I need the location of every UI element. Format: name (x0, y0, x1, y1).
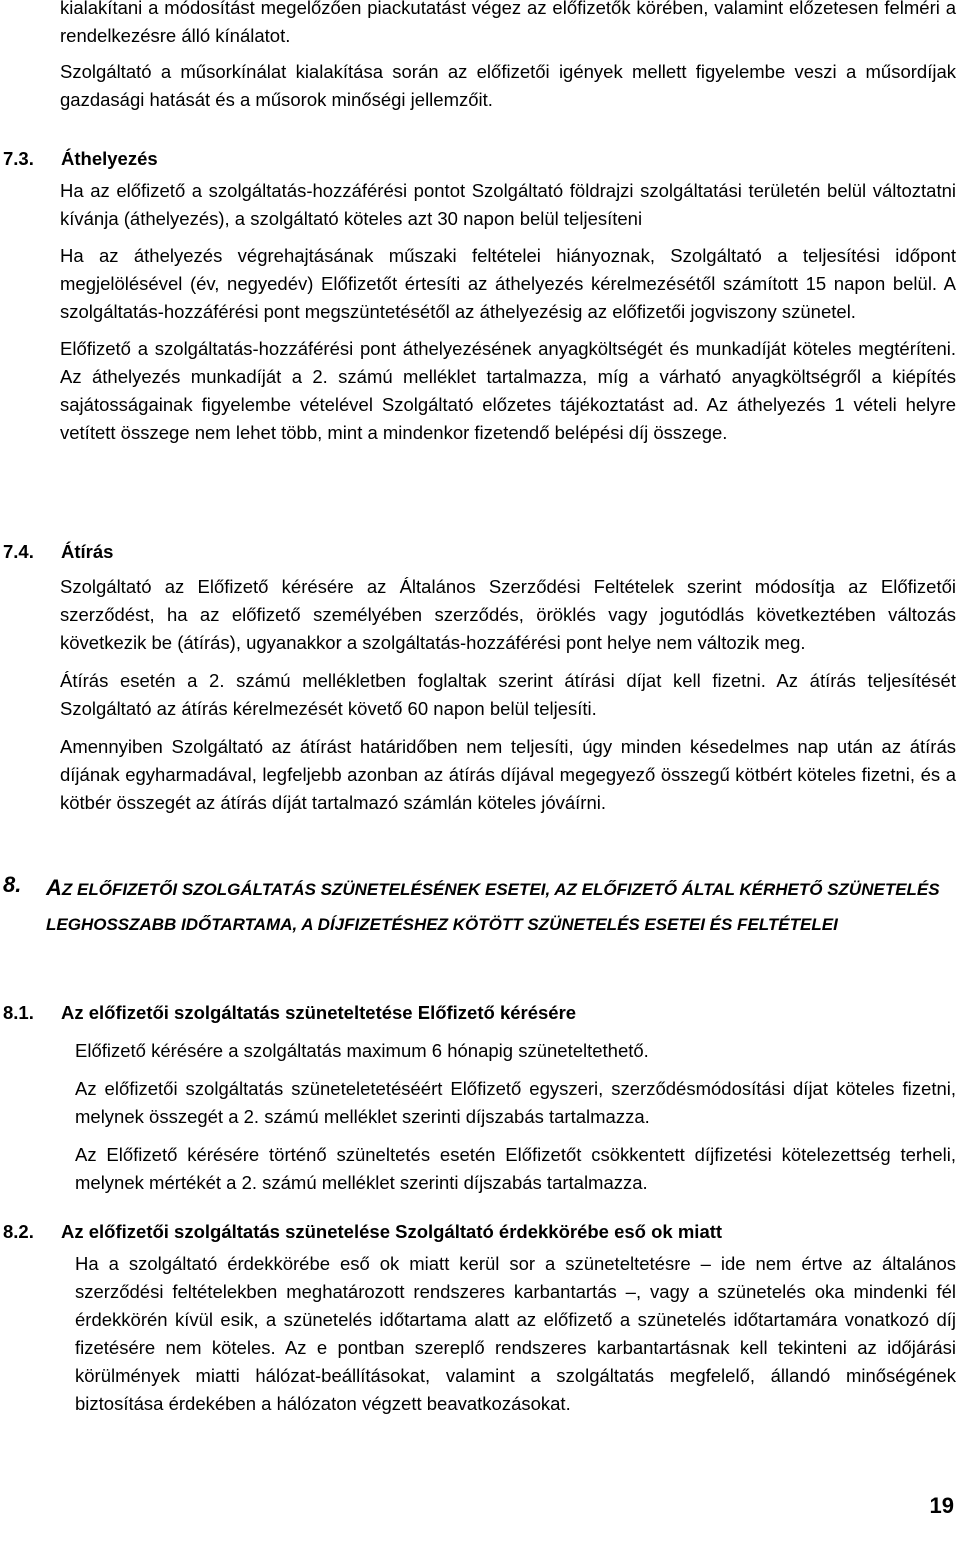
section-7-4-paragraph-3: Amennyiben Szolgáltató az átírást határidőben nem teljesíti, úgy minden késedelmes nap után az átírás díjának egyharmadával, legfeljebb azonban az átírás díjával megegyező összegű kötbért köteles fizetni, és a kötbér összegét az átírás díját tartalmazó számlán köteles jóváírni. (60, 736, 956, 813)
intro-section (60, 0, 956, 114)
section-8-1-body (75, 1037, 956, 1197)
intro-paragraph-2: Szolgáltató a műsorkínálat kialakítása során az előfizetői igények mellett figyelembe veszi a műsordíjak gazdasági hatását és a műsorok minőségi jellemzőit. (60, 61, 956, 110)
section-8-2-paragraph-1: Ha a szolgáltató érdekkörébe eső ok miatt kerül sor a szüneteltetésre – ide nem értve az általános szerződési feltételekben meghatározott rendszeres karbantartás –, vagy a szünetelés oka mindenki fél érdekkörén kívül esik, a szünetelés időtartama alatt az előfizető a szünetelés időtartamára vonatkozó díj fizetésére nem köteles. Az e pontban szereplő rendszeres karbantartásnak kell tekinteni az időjárási körülmények miatti hálózat-beállításokat, valamint a szolgáltatás megfelelő, állandó minőségének biztosítása érdekében a hálózaton végzett beavatkozásokat. (75, 1253, 956, 1414)
section-7-4-paragraph-1: Szolgáltató az Előfizető kérésére az Általános Szerződési Feltételek szerint módosítja az Előfizetői szerződést, ha az előfizető személyében szerződés, öröklés vagy jogutódlás következtében változás következik be (átírás), ugyanakkor a szolgáltatás-hozzáférési pont helye nem változik meg. (60, 576, 956, 653)
section-7-4-number: 7.4. (3, 541, 34, 562)
section-8-1-paragraph-1: Előfizető kérésére a szolgáltatás maximum 6 hónapig szüneteltethető. (75, 1040, 649, 1061)
section-7-3-title: Áthelyezés (61, 148, 158, 169)
chapter-8-title-capital: A (46, 875, 62, 900)
section-8-2-number: 8.2. (3, 1221, 34, 1242)
section-7-3-number: 7.3. (3, 148, 34, 169)
chapter-8-number: 8. (3, 872, 22, 897)
page-number: 19 (929, 1493, 954, 1518)
chapter-8-title-text: Z ELŐFIZETŐI SZOLGÁLTATÁS SZÜNETELÉSÉNEK ESETEI, AZ ELŐFIZETŐ ÁLTAL KÉRHETŐ SZÜNETELÉS LEGHOSSZABB IDŐTARTAMA, A DÍJFIZETÉSHEZ KÖTÖTT SZÜNETELÉS ESETEI ÉS FELTÉTELEI (46, 880, 940, 934)
section-7-3-paragraph-1: Ha az előfizető a szolgáltatás-hozzáférési pontot Szolgáltató földrajzi szolgáltatási területén belül változtatni kívánja (áthelyezés), a szolgáltató köteles azt 30 napon belül teljesíteni (60, 180, 956, 229)
section-7-4-paragraph-2: Átírás esetén a 2. számú mellékletben foglaltak szerint átírási díjat kell fizetni. Az átírás teljesítését Szolgáltató az átírás kérelmezését követő 60 napon belül teljesíti. (60, 670, 956, 719)
section-7-3-body (60, 177, 956, 447)
section-7-3-paragraph-3: Előfizető a szolgáltatás-hozzáférési pont áthelyezésének anyagköltségét és munkadíját köteles megtéríteni. Az áthelyezés munkadíját a 2. számú melléklet tartalmazza, míg a várható anyagköltségről a kiépítés sajátosságainak figyelembe vételével Szolgáltató előzetes tájékoztatást ad. Az áthelyezés 1 vételi helyre vetített összege nem lehet több, mint a mindenkor fizetendő belépési díj összege. (60, 338, 956, 443)
section-8-1-paragraph-3: Az Előfizető kérésére történő szüneltetés esetén Előfizetőt csökkentett díjfizetési kötelezettség terheli, melynek mértékét a 2. számú melléklet szerinti díjszabás tartalmazza. (75, 1144, 956, 1193)
section-7-4-title: Átírás (61, 541, 114, 562)
section-8-1-title: Az előfizetői szolgáltatás szüneteltetése Előfizető kérésére (61, 1002, 577, 1023)
section-8-2-title: Az előfizetői szolgáltatás szünetelése Szolgáltató érdekkörébe eső ok miatt (61, 1221, 723, 1242)
chapter-8-title (46, 870, 956, 942)
section-7-4-body (60, 573, 956, 817)
intro-paragraph-1: kialakítani a módosítást megelőzően piackutatást végez az előfizetők körében, valamint előzetesen felméri a rendelkezésre álló kínálatot. (60, 0, 956, 46)
section-7-3-paragraph-2: Ha az áthelyezés végrehajtásának műszaki feltételei hiányoznak, Szolgáltató a teljesítési időpont megjelölésével (év, negyedév) Előfizetőt értesíti az áthelyezés kérelmezésétől számított 15 napon belül. A szolgáltatás-hozzáférési pont megszüntetésétől az áthelyezésig az előfizetői jogviszony szünetel. (60, 245, 956, 322)
section-8-2-body (75, 1250, 956, 1418)
section-8-1-number: 8.1. (3, 1002, 34, 1023)
section-8-1-paragraph-2: Az előfizetői szolgáltatás szüneteletetéséért Előfizető egyszeri, szerződésmódosítási díjat köteles fizetni, melynek összegét a 2. számú melléklet szerinti díjszabás tartalmazza. (75, 1078, 956, 1127)
